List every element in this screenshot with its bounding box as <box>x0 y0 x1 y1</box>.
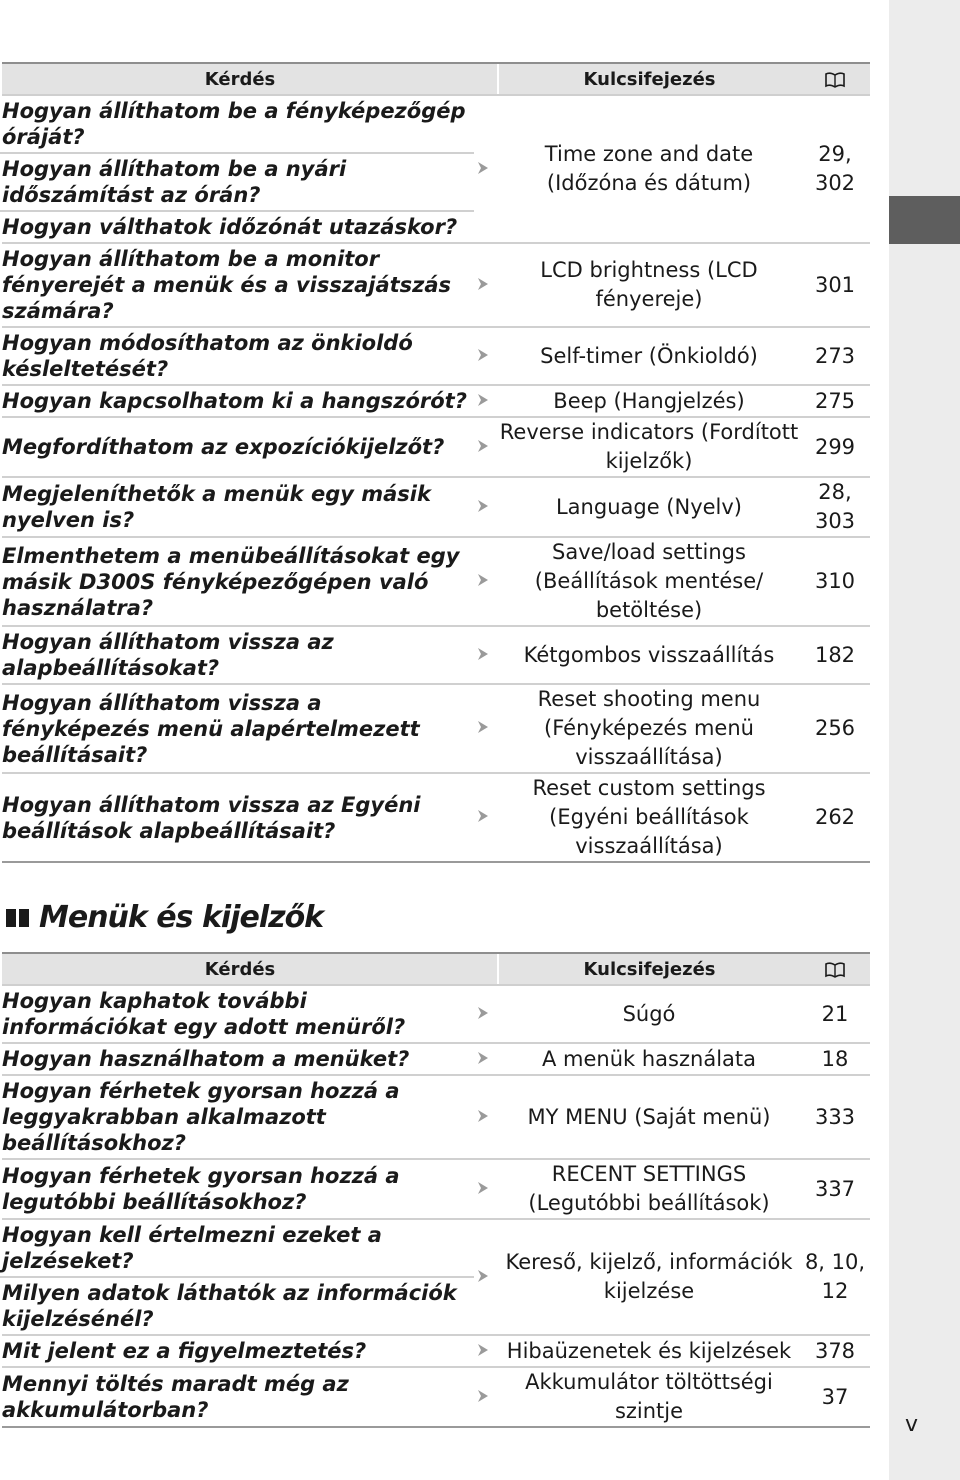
keyword-cell: Time zone and date (Időzóna és dátum) <box>498 95 800 243</box>
page-reference-cell: 310 <box>800 537 870 626</box>
question-text: Hogyan állíthatom vissza az alapbeállításokat? <box>2 630 334 680</box>
arrow-right-icon <box>468 1075 498 1159</box>
keyword-cell: Save/load settings (Beállítások mentése/ betöltése) <box>498 537 800 626</box>
page-reference-cell: 273 <box>800 327 870 385</box>
question-cell <box>2 1219 468 1335</box>
question-cell <box>2 385 468 417</box>
question-text: Hogyan módosíthatom az önkioldó késleltetését? <box>2 331 413 381</box>
page-reference-cell: 262 <box>800 773 870 862</box>
arrow-right-icon <box>468 985 498 1043</box>
table-row <box>2 477 870 537</box>
question-text: Hogyan állíthatom vissza a fényképezés menü alapértelmezett beállításait? <box>2 690 420 767</box>
keyword-cell: LCD brightness (LCD fényereje) <box>498 243 800 327</box>
header-question: Kérdés <box>2 63 468 95</box>
keyword-cell: RECENT SETTINGS (Legutóbbi beállítások) <box>498 1159 800 1219</box>
question-text: Hogyan kaphatok további információkat egy adott menüről? <box>2 989 406 1039</box>
keyword-cell: A menük használata <box>498 1043 800 1075</box>
page-reference-cell: 275 <box>800 385 870 417</box>
question-text: Hogyan állíthatom be a monitor fényerejét a menük és a visszajátszás számára? <box>2 247 452 323</box>
question-cell <box>2 773 468 862</box>
table-row <box>2 537 870 626</box>
table-row <box>2 1367 870 1427</box>
question-text: Megjeleníthetők a menük egy másik nyelven is? <box>2 482 431 532</box>
keyword-cell: Kereső, kijelző, információk kijelzése <box>498 1219 800 1335</box>
table-row <box>2 1043 870 1075</box>
section-title: Menük és kijelzők <box>39 900 324 935</box>
question-cell <box>2 1367 468 1427</box>
question-cell <box>2 1159 468 1219</box>
question-table-1 <box>2 62 870 863</box>
question-text: Hogyan állíthatom vissza az Egyéni beállítások alapbeállításait? <box>2 792 421 843</box>
header-page-reference <box>800 63 870 95</box>
arrow-right-icon <box>468 1335 498 1367</box>
page-reference-cell: 18 <box>800 1043 870 1075</box>
table-row <box>2 1219 870 1335</box>
arrow-right-icon <box>468 243 498 327</box>
keyword-cell: Reset custom settings (Egyéni beállítások visszaállítása) <box>498 773 800 862</box>
question-table-2 <box>2 952 870 1428</box>
question-text: Megfordíthatom az expozíciókijelzőt? <box>2 435 445 459</box>
question-text: Hogyan férhetek gyorsan hozzá a legutóbbi beállításokhoz? <box>2 1164 400 1214</box>
question-text: Mennyi töltés maradt még az akkumulátorban? <box>2 1372 349 1422</box>
question-cell <box>2 1335 468 1367</box>
table-row <box>2 385 870 417</box>
page-reference-cell: 28, 303 <box>800 477 870 537</box>
arrow-right-icon <box>468 417 498 477</box>
header-keyword: Kulcsifejezés <box>498 63 800 95</box>
question-text: Milyen adatok láthatók az információk kijelzésénél? <box>0 1276 474 1334</box>
question-text: Hogyan állíthatom be a nyári időszámítást az órán? <box>0 152 474 210</box>
table-row <box>2 1335 870 1367</box>
table-row <box>2 243 870 327</box>
question-cell <box>2 626 468 684</box>
page-reference-cell: 8, 10, 12 <box>800 1219 870 1335</box>
question-text: Hogyan kell értelmezni ezeket a jelzéseket? <box>2 1223 382 1273</box>
arrow-right-icon <box>468 1219 498 1335</box>
arrow-right-icon <box>468 385 498 417</box>
question-cell <box>2 243 468 327</box>
table-header-row <box>2 63 870 95</box>
question-text: Hogyan használhatom a menüket? <box>2 1047 410 1071</box>
arrow-right-icon <box>468 95 498 243</box>
chapter-tab <box>889 196 960 244</box>
header-question: Kérdés <box>2 953 468 985</box>
keyword-cell: Self-timer (Önkioldó) <box>498 327 800 385</box>
keyword-cell: Reverse indicators (Fordított kijelzők) <box>498 417 800 477</box>
question-cell <box>2 1043 468 1075</box>
table-row <box>2 1159 870 1219</box>
table-row <box>2 773 870 862</box>
section-heading <box>6 900 323 935</box>
keyword-cell: Language (Nyelv) <box>498 477 800 537</box>
question-cell <box>2 1075 468 1159</box>
question-cell <box>2 327 468 385</box>
header-arrow-spacer <box>468 953 498 985</box>
book-icon <box>824 72 846 88</box>
header-keyword: Kulcsifejezés <box>498 953 800 985</box>
arrow-right-icon <box>468 1159 498 1219</box>
arrow-right-icon <box>468 327 498 385</box>
table-row <box>2 95 870 243</box>
question-text: Hogyan állíthatom be a fényképezőgép óráját? <box>2 99 466 149</box>
header-page-reference <box>800 953 870 985</box>
arrow-right-icon <box>468 684 498 773</box>
question-cell <box>2 477 468 537</box>
page-reference-cell: 301 <box>800 243 870 327</box>
page-reference-cell: 337 <box>800 1159 870 1219</box>
page-reference-cell: 299 <box>800 417 870 477</box>
keyword-cell: Hibaüzenetek és kijelzések <box>498 1335 800 1367</box>
page-reference-cell: 333 <box>800 1075 870 1159</box>
question-cell <box>2 537 468 626</box>
keyword-cell: MY MENU (Saját menü) <box>498 1075 800 1159</box>
keyword-cell: Reset shooting menu (Fényképezés menü visszaállítása) <box>498 684 800 773</box>
page-reference-cell: 256 <box>800 684 870 773</box>
table-row <box>2 327 870 385</box>
arrow-right-icon <box>468 1043 498 1075</box>
question-text: Hogyan férhetek gyorsan hozzá a leggyakrabban alkalmazott beállításokhoz? <box>2 1079 400 1155</box>
question-text: Elmenthetem a menübeállításokat egy másik D300S fényképezőgépen való használatra? <box>2 543 460 620</box>
header-arrow-spacer <box>468 63 498 95</box>
page-reference-cell: 21 <box>800 985 870 1043</box>
table-row <box>2 684 870 773</box>
table-row <box>2 417 870 477</box>
arrow-right-icon <box>468 626 498 684</box>
question-cell <box>2 417 468 477</box>
page-reference-cell: 182 <box>800 626 870 684</box>
question-text: Mit jelent ez a figyelmeztetés? <box>2 1339 367 1363</box>
question-cell <box>2 985 468 1043</box>
table-row <box>2 626 870 684</box>
page-reference-cell: 29, 302 <box>800 95 870 243</box>
table-header-row <box>2 953 870 985</box>
section-marker-icon <box>6 909 29 927</box>
keyword-cell: Súgó <box>498 985 800 1043</box>
keyword-cell: Beep (Hangjelzés) <box>498 385 800 417</box>
question-text: Hogyan kapcsolhatom ki a hangszórót? <box>2 389 467 413</box>
table-row <box>2 1075 870 1159</box>
question-text: Hogyan válthatok időzónát utazáskor? <box>0 210 474 242</box>
page-number: v <box>905 1412 919 1437</box>
question-cell <box>2 95 468 243</box>
page-reference-cell: 378 <box>800 1335 870 1367</box>
keyword-cell: Akkumulátor töltöttségi szintje <box>498 1367 800 1427</box>
arrow-right-icon <box>468 477 498 537</box>
keyword-cell: Kétgombos visszaállítás <box>498 626 800 684</box>
arrow-right-icon <box>468 537 498 626</box>
book-icon <box>824 962 846 978</box>
question-cell <box>2 684 468 773</box>
table-row <box>2 985 870 1043</box>
page-reference-cell: 37 <box>800 1367 870 1427</box>
arrow-right-icon <box>468 1367 498 1427</box>
arrow-right-icon <box>468 773 498 862</box>
